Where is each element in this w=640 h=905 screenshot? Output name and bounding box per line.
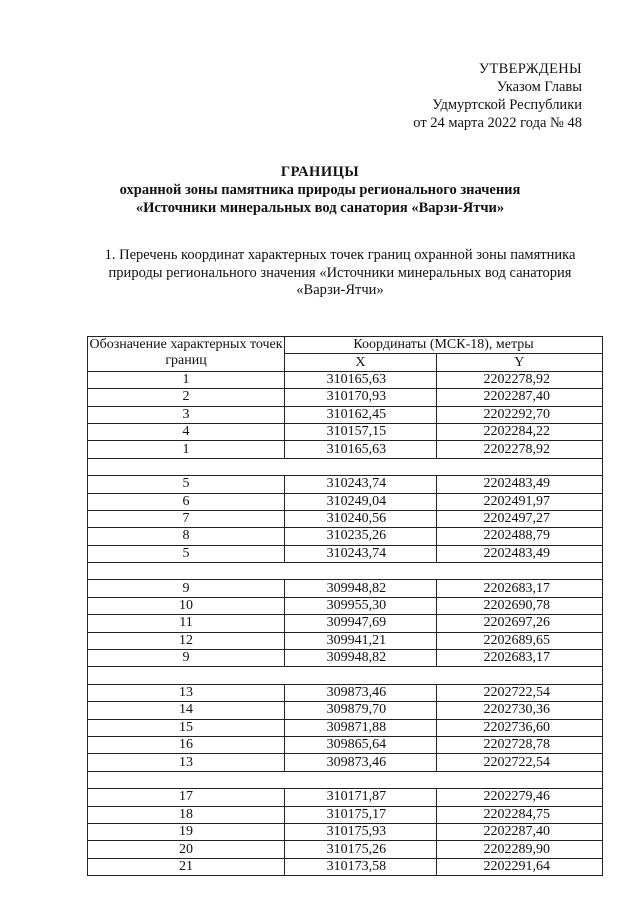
group-separator-row [88, 667, 603, 684]
x-coordinate-cell: 310249,04 [285, 493, 437, 510]
point-number-cell: 5 [88, 545, 285, 562]
y-coordinate-cell: 2202491,97 [436, 493, 602, 510]
table-row [88, 423, 603, 440]
y-coordinate-cell: 2202278,92 [436, 371, 602, 388]
x-coordinate-cell: 310157,15 [285, 423, 437, 440]
point-number-cell: 9 [88, 580, 285, 597]
x-coordinate-cell: 310175,26 [285, 841, 437, 858]
y-coordinate-cell: 2202690,78 [436, 597, 602, 614]
group-separator-row [88, 563, 603, 580]
intro-paragraph: 1. Перечень координат характерных точек границ охранной зоны памятника природы регионального значения «Источники минеральных вод санатория «Варзи-Ятчи» [104, 247, 576, 298]
table-row [88, 702, 603, 719]
table-row [88, 823, 603, 840]
point-number-cell: 20 [88, 841, 285, 858]
point-number-cell: 13 [88, 754, 285, 771]
y-coordinate-cell: 2202483,49 [436, 545, 602, 562]
point-number-cell: 4 [88, 423, 285, 440]
point-number-cell: 21 [88, 858, 285, 875]
point-number-cell: 13 [88, 684, 285, 701]
point-number-cell: 19 [88, 823, 285, 840]
separator-cell [88, 458, 603, 475]
x-coordinate-cell: 310171,87 [285, 789, 437, 806]
y-coordinate-cell: 2202287,40 [436, 389, 602, 406]
table-row [88, 650, 603, 667]
table-row [88, 615, 603, 632]
table-row [88, 580, 603, 597]
x-coordinate-cell: 310165,63 [285, 371, 437, 388]
table-row [88, 406, 603, 423]
separator-cell [88, 563, 603, 580]
y-coordinate-cell: 2202291,64 [436, 858, 602, 875]
table-row [88, 371, 603, 388]
table-row [88, 597, 603, 614]
point-number-cell: 18 [88, 806, 285, 823]
table-row [88, 493, 603, 510]
y-coordinate-cell: 2202284,22 [436, 423, 602, 440]
y-coordinate-cell: 2202292,70 [436, 406, 602, 423]
point-number-cell: 7 [88, 510, 285, 527]
table-row [88, 510, 603, 527]
approval-line-1: Указом Главы [496, 79, 582, 95]
y-coordinate-cell: 2202697,26 [436, 615, 602, 632]
y-coordinate-cell: 2202683,17 [436, 650, 602, 667]
table-row [88, 684, 603, 701]
x-coordinate-cell: 309871,88 [285, 719, 437, 736]
point-number-cell: 6 [88, 493, 285, 510]
x-coordinate-cell: 309941,21 [285, 632, 437, 649]
table-row [88, 736, 603, 753]
point-number-cell: 1 [88, 441, 285, 458]
x-coordinate-cell: 310165,63 [285, 441, 437, 458]
header-coordinates: Координаты (МСК-18), метры [285, 337, 603, 354]
y-coordinate-cell: 2202722,54 [436, 754, 602, 771]
point-number-cell: 1 [88, 371, 285, 388]
x-coordinate-cell: 310175,17 [285, 806, 437, 823]
approval-line-2: Удмуртской Республики [432, 97, 582, 113]
y-coordinate-cell: 2202279,46 [436, 789, 602, 806]
x-coordinate-cell: 310173,58 [285, 858, 437, 875]
y-coordinate-cell: 2202689,65 [436, 632, 602, 649]
point-number-cell: 8 [88, 528, 285, 545]
table-row [88, 528, 603, 545]
table-row [88, 858, 603, 875]
table-row [88, 719, 603, 736]
x-coordinate-cell: 310243,74 [285, 476, 437, 493]
point-number-cell: 16 [88, 736, 285, 753]
point-number-cell: 14 [88, 702, 285, 719]
table-row [88, 389, 603, 406]
table-row [88, 545, 603, 562]
y-coordinate-cell: 2202488,79 [436, 528, 602, 545]
y-coordinate-cell: 2202284,75 [436, 806, 602, 823]
y-coordinate-cell: 2202730,36 [436, 702, 602, 719]
y-coordinate-cell: 2202736,60 [436, 719, 602, 736]
coordinates-table [87, 336, 603, 876]
table-row [88, 806, 603, 823]
x-coordinate-cell: 309873,46 [285, 754, 437, 771]
header-x: X [285, 354, 437, 371]
y-coordinate-cell: 2202683,17 [436, 580, 602, 597]
separator-cell [88, 771, 603, 788]
coordinates-body [88, 371, 603, 875]
separator-cell [88, 667, 603, 684]
header-y: Y [436, 354, 602, 371]
point-number-cell: 17 [88, 789, 285, 806]
point-number-cell: 9 [88, 650, 285, 667]
x-coordinate-cell: 309948,82 [285, 650, 437, 667]
point-number-cell: 11 [88, 615, 285, 632]
document-heading [0, 163, 640, 217]
x-coordinate-cell: 309955,30 [285, 597, 437, 614]
x-coordinate-cell: 310235,26 [285, 528, 437, 545]
x-coordinate-cell: 310240,56 [285, 510, 437, 527]
point-number-cell: 2 [88, 389, 285, 406]
point-number-cell: 5 [88, 476, 285, 493]
point-number-cell: 12 [88, 632, 285, 649]
x-coordinate-cell: 309873,46 [285, 684, 437, 701]
point-number-cell: 15 [88, 719, 285, 736]
table-row [88, 789, 603, 806]
x-coordinate-cell: 309947,69 [285, 615, 437, 632]
table-row [88, 441, 603, 458]
y-coordinate-cell: 2202289,90 [436, 841, 602, 858]
table-row [88, 754, 603, 771]
x-coordinate-cell: 309865,64 [285, 736, 437, 753]
heading-title: ГРАНИЦЫ [280, 164, 360, 180]
table-row [88, 841, 603, 858]
y-coordinate-cell: 2202497,27 [436, 510, 602, 527]
x-coordinate-cell: 310243,74 [285, 545, 437, 562]
y-coordinate-cell: 2202483,49 [436, 476, 602, 493]
y-coordinate-cell: 2202287,40 [436, 823, 602, 840]
group-separator-row [88, 458, 603, 475]
x-coordinate-cell: 310162,45 [285, 406, 437, 423]
approval-title: УТВЕРЖДЕНЫ [478, 61, 582, 77]
y-coordinate-cell: 2202722,54 [436, 684, 602, 701]
point-number-cell: 10 [88, 597, 285, 614]
x-coordinate-cell: 309948,82 [285, 580, 437, 597]
x-coordinate-cell: 310170,93 [285, 389, 437, 406]
heading-line-1: охранной зоны памятника природы регионального значения [119, 182, 521, 198]
approval-stamp [342, 60, 582, 132]
x-coordinate-cell: 309879,70 [285, 702, 437, 719]
y-coordinate-cell: 2202728,78 [436, 736, 602, 753]
table-row [88, 632, 603, 649]
header-designation: Обозначение характерных точек границ [88, 337, 285, 372]
table-row [88, 476, 603, 493]
y-coordinate-cell: 2202278,92 [436, 441, 602, 458]
group-separator-row [88, 771, 603, 788]
point-number-cell: 3 [88, 406, 285, 423]
heading-line-2: «Источники минеральных вод санатория «Варзи-Ятчи» [135, 200, 505, 216]
x-coordinate-cell: 310175,93 [285, 823, 437, 840]
approval-line-3: от 24 марта 2022 года № 48 [413, 115, 582, 131]
